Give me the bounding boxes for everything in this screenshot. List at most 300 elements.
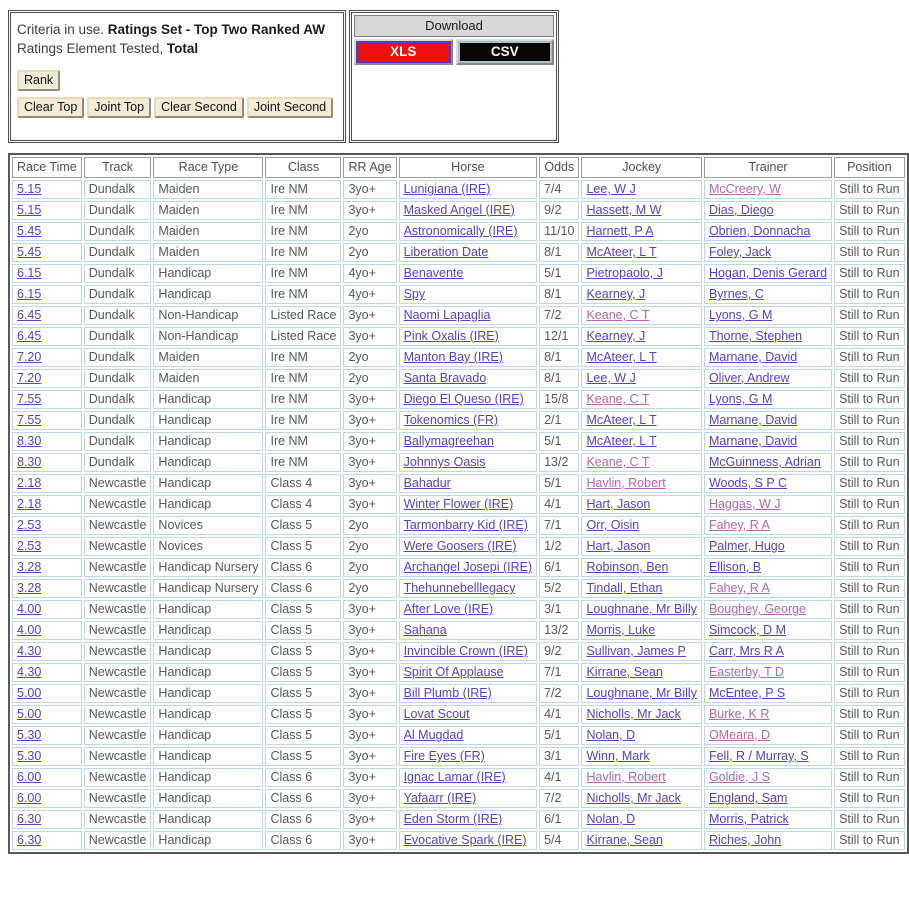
horse-link[interactable]: Fire Eyes (FR): [403, 749, 485, 763]
table-row: [12, 495, 905, 514]
trainer-link[interactable]: Oliver, Andrew: [708, 371, 790, 385]
horse-cell: [399, 285, 538, 304]
track-cell: Dundalk: [84, 369, 152, 388]
race-time-link[interactable]: 5.45: [17, 245, 42, 259]
trainer-link[interactable]: Carr, Mrs R A: [708, 644, 784, 658]
horse-link[interactable]: Evocative Spark (IRE): [403, 833, 527, 847]
trainer-link[interactable]: Palmer, Hugo: [708, 539, 785, 553]
class-cell: Listed Race: [265, 306, 341, 325]
race-type-cell: Handicap: [153, 285, 263, 304]
race-type-cell: Handicap: [153, 390, 263, 409]
class-cell: Ire NM: [265, 201, 341, 220]
position-cell: Still to Run: [834, 537, 904, 556]
position-cell: Still to Run: [834, 579, 904, 598]
horse-link[interactable]: Thehunnebelllegacy: [403, 581, 516, 595]
horse-link[interactable]: Yafaarr (IRE): [403, 791, 477, 805]
race-time-link[interactable]: 6.45: [17, 329, 42, 343]
horse-link[interactable]: Sahana: [403, 623, 447, 637]
trainer-link[interactable]: Byrnes, C: [708, 287, 764, 301]
jockey-link[interactable]: Morris, Luke: [586, 623, 656, 637]
trainer-link[interactable]: Burke, K R: [708, 707, 770, 721]
race-type-cell: Handicap: [153, 600, 263, 619]
track-cell: Dundalk: [84, 285, 152, 304]
trainer-link[interactable]: Fahey, R A: [708, 581, 770, 595]
horse-cell: [399, 222, 538, 241]
race-time-cell: [12, 810, 82, 829]
race-type-cell: Maiden: [153, 180, 263, 199]
position-cell: Still to Run: [834, 705, 904, 724]
horse-link[interactable]: Astronomically (IRE): [403, 224, 518, 238]
jockey-link[interactable]: Loughnane, Mr Billy: [586, 602, 697, 616]
track-cell: Newcastle: [84, 663, 152, 682]
position-cell: Still to Run: [834, 369, 904, 388]
race-time-cell: [12, 264, 82, 283]
race-type-cell: Handicap: [153, 642, 263, 661]
odds-cell: 11/10: [539, 222, 579, 241]
table-row: [12, 285, 905, 304]
race-time-cell: [12, 411, 82, 430]
trainer-link[interactable]: Easterby, T D: [708, 665, 784, 679]
trainer-link[interactable]: Woods, S P C: [708, 476, 787, 490]
race-time-link[interactable]: 6.30: [17, 812, 42, 826]
trainer-link[interactable]: Fahey, R A: [708, 518, 770, 532]
trainer-link[interactable]: Boughey, George: [708, 602, 807, 616]
jockey-link[interactable]: Hart, Jason: [586, 539, 651, 553]
header-position: Position: [834, 157, 904, 178]
horse-link[interactable]: Diego El Queso (IRE): [403, 392, 524, 406]
horse-link[interactable]: Tokenomics (FR): [403, 413, 499, 427]
race-time-link[interactable]: 6.15: [17, 287, 42, 301]
rr-age-cell: 3yo+: [343, 201, 396, 220]
race-time-link[interactable]: 4.30: [17, 644, 42, 658]
horse-cell: [399, 474, 538, 493]
track-cell: Newcastle: [84, 705, 152, 724]
track-cell: Newcastle: [84, 684, 152, 703]
horse-link[interactable]: Benavente: [403, 266, 464, 280]
horse-cell: [399, 663, 538, 682]
horse-cell: [399, 348, 538, 367]
horse-link[interactable]: Spy: [403, 287, 426, 301]
trainer-cell: [704, 222, 832, 241]
horse-link[interactable]: Pink Oxalis (IRE): [403, 329, 499, 343]
race-table-body: [12, 180, 905, 850]
trainer-link[interactable]: Thorne, Stephen: [708, 329, 803, 343]
rr-age-cell: 2yo: [343, 558, 396, 577]
odds-cell: 7/4: [539, 180, 579, 199]
horse-link[interactable]: Winter Flower (IRE): [403, 497, 514, 511]
jockey-link[interactable]: Loughnane, Mr Billy: [586, 686, 697, 700]
jockey-link[interactable]: McAteer, L T: [586, 434, 657, 448]
trainer-link[interactable]: Lyons, G M: [708, 308, 773, 322]
race-type-cell: Maiden: [153, 222, 263, 241]
race-time-link[interactable]: 3.28: [17, 560, 42, 574]
jockey-link[interactable]: Harnett, P A: [586, 224, 654, 238]
horse-link[interactable]: Naomi Lapaglia: [403, 308, 491, 322]
track-cell: Newcastle: [84, 558, 152, 577]
horse-link[interactable]: Lovat Scout: [403, 707, 470, 721]
download-panel: [349, 10, 559, 143]
table-row: [12, 600, 905, 619]
jockey-link[interactable]: Keane, C T: [586, 392, 650, 406]
header-horse: Horse: [399, 157, 538, 178]
class-cell: Class 5: [265, 726, 341, 745]
jockey-link[interactable]: Hart, Jason: [586, 497, 651, 511]
rank-button[interactable]: Rank: [17, 70, 60, 91]
position-cell: Still to Run: [834, 306, 904, 325]
download-panel-inner: [351, 12, 557, 141]
race-time-cell: [12, 831, 82, 850]
horse-link[interactable]: After Love (IRE): [403, 602, 494, 616]
race-time-link[interactable]: 2.53: [17, 539, 42, 553]
clear-second-button[interactable]: Clear Second: [154, 97, 244, 118]
odds-cell: 15/8: [539, 390, 579, 409]
race-type-cell: Maiden: [153, 201, 263, 220]
race-time-link[interactable]: 5.30: [17, 728, 42, 742]
class-cell: Class 4: [265, 495, 341, 514]
jockey-link[interactable]: McAteer, L T: [586, 350, 657, 364]
table-row: [12, 306, 905, 325]
race-type-cell: Non-Handicap: [153, 306, 263, 325]
track-cell: Dundalk: [84, 327, 152, 346]
race-time-link[interactable]: 5.30: [17, 749, 42, 763]
odds-cell: 4/1: [539, 495, 579, 514]
jockey-link[interactable]: Nolan, D: [586, 728, 636, 742]
trainer-link[interactable]: Goldie, J S: [708, 770, 771, 784]
clear-top-button[interactable]: Clear Top: [17, 97, 84, 118]
horse-cell: [399, 558, 538, 577]
jockey-link[interactable]: Kirrane, Sean: [586, 665, 663, 679]
trainer-cell: [704, 537, 832, 556]
odds-cell: 7/2: [539, 789, 579, 808]
jockey-link[interactable]: Lee, W J: [586, 182, 636, 196]
odds-cell: 5/1: [539, 432, 579, 451]
trainer-link[interactable]: Ellison, B: [708, 560, 762, 574]
horse-link[interactable]: Johnnys Oasis: [403, 455, 486, 469]
table-row: [12, 705, 905, 724]
trainer-link[interactable]: Lyons, G M: [708, 392, 773, 406]
position-cell: Still to Run: [834, 180, 904, 199]
race-time-link[interactable]: 4.00: [17, 602, 42, 616]
race-time-link[interactable]: 5.15: [17, 182, 42, 196]
horse-link[interactable]: Santa Bravado: [403, 371, 487, 385]
jockey-cell: [581, 663, 701, 682]
jockey-link[interactable]: Keane, C T: [586, 455, 650, 469]
jockey-cell: [581, 579, 701, 598]
jockey-cell: [581, 705, 701, 724]
table-row: [12, 180, 905, 199]
joint-top-button[interactable]: Joint Top: [87, 97, 151, 118]
horse-link[interactable]: Ballymagreehan: [403, 434, 494, 448]
trainer-link[interactable]: McGuinness, Adrian: [708, 455, 821, 469]
track-cell: Newcastle: [84, 747, 152, 766]
jockey-link[interactable]: Nicholls, Mr Jack: [586, 791, 681, 805]
race-time-cell: [12, 726, 82, 745]
trainer-cell: [704, 747, 832, 766]
race-time-cell: [12, 537, 82, 556]
trainer-link[interactable]: Riches, John: [708, 833, 782, 847]
horse-link[interactable]: Bill Plumb (IRE): [403, 686, 492, 700]
trainer-link[interactable]: McEntee, P S: [708, 686, 786, 700]
jockey-link[interactable]: Kearney, J: [586, 287, 646, 301]
jockey-link[interactable]: Tindall, Ethan: [586, 581, 663, 595]
rr-age-cell: 3yo+: [343, 180, 396, 199]
race-time-link[interactable]: 8.30: [17, 434, 42, 448]
horse-link[interactable]: Lunigiana (IRE): [403, 182, 491, 196]
horse-link[interactable]: Tarmonbarry Kid (IRE): [403, 518, 528, 532]
trainer-link[interactable]: Haggas, W J: [708, 497, 781, 511]
horse-link[interactable]: Masked Angel (IRE): [403, 203, 515, 217]
joint-second-button[interactable]: Joint Second: [247, 97, 333, 118]
track-cell: Dundalk: [84, 180, 152, 199]
trainer-link[interactable]: Marnane, David: [708, 350, 798, 364]
race-type-cell: Handicap: [153, 726, 263, 745]
jockey-link[interactable]: Lee, W J: [586, 371, 636, 385]
track-cell: Newcastle: [84, 768, 152, 787]
rr-age-cell: 3yo+: [343, 453, 396, 472]
horse-link[interactable]: Eden Storm (IRE): [403, 812, 503, 826]
table-row: [12, 810, 905, 829]
rr-age-cell: 3yo+: [343, 747, 396, 766]
race-time-link[interactable]: 5.15: [17, 203, 42, 217]
table-row: [12, 243, 905, 262]
race-type-cell: Handicap: [153, 411, 263, 430]
rr-age-cell: 2yo: [343, 537, 396, 556]
criteria-line2-label: Ratings Element Tested,: [17, 41, 167, 56]
race-type-cell: Handicap: [153, 831, 263, 850]
rr-age-cell: 3yo+: [343, 411, 396, 430]
horse-cell: [399, 705, 538, 724]
trainer-link[interactable]: Morris, Patrick: [708, 812, 789, 826]
jockey-link[interactable]: Hassett, M W: [586, 203, 662, 217]
odds-cell: 5/1: [539, 264, 579, 283]
jockey-link[interactable]: Keane, C T: [586, 308, 650, 322]
header-trainer: Trainer: [704, 157, 832, 178]
race-type-cell: Handicap: [153, 789, 263, 808]
race-time-link[interactable]: 5.45: [17, 224, 42, 238]
race-time-cell: [12, 705, 82, 724]
jockey-link[interactable]: Kearney, J: [586, 329, 646, 343]
odds-cell: 5/4: [539, 831, 579, 850]
jockey-link[interactable]: Havlin, Robert: [586, 476, 666, 490]
horse-cell: [399, 621, 538, 640]
jockey-link[interactable]: Kirrane, Sean: [586, 833, 663, 847]
race-time-link[interactable]: 2.18: [17, 497, 42, 511]
rr-age-cell: 2yo: [343, 516, 396, 535]
horse-link[interactable]: Bahadur: [403, 476, 451, 490]
race-time-link[interactable]: 7.55: [17, 413, 42, 427]
class-cell: Ire NM: [265, 432, 341, 451]
race-time-link[interactable]: 7.55: [17, 392, 42, 406]
race-type-cell: Handicap: [153, 264, 263, 283]
race-time-link[interactable]: 6.00: [17, 770, 42, 784]
jockey-cell: [581, 369, 701, 388]
rr-age-cell: 3yo+: [343, 390, 396, 409]
jockey-link[interactable]: Pietropaolo, J: [586, 266, 663, 280]
class-cell: Class 5: [265, 621, 341, 640]
jockey-link[interactable]: Nicholls, Mr Jack: [586, 707, 681, 721]
table-row: [12, 726, 905, 745]
download-title: Download: [354, 15, 554, 37]
race-time-cell: [12, 243, 82, 262]
race-time-link[interactable]: 7.20: [17, 350, 42, 364]
odds-cell: 5/2: [539, 579, 579, 598]
race-time-link[interactable]: 2.53: [17, 518, 42, 532]
track-cell: Newcastle: [84, 516, 152, 535]
horse-cell: [399, 684, 538, 703]
race-time-link[interactable]: 4.00: [17, 623, 42, 637]
jockey-link[interactable]: McAteer, L T: [586, 413, 657, 427]
criteria-ratings-set: Ratings Set - Top Two Ranked AW: [107, 22, 326, 37]
class-cell: Class 6: [265, 810, 341, 829]
odds-cell: 8/1: [539, 348, 579, 367]
table-row: [12, 768, 905, 787]
race-time-link[interactable]: 7.20: [17, 371, 42, 385]
race-time-link[interactable]: 6.30: [17, 833, 42, 847]
trainer-link[interactable]: Obrien, Donnacha: [708, 224, 811, 238]
horse-link[interactable]: Were Goosers (IRE): [403, 539, 517, 553]
race-time-cell: [12, 327, 82, 346]
download-csv-button[interactable]: CSV: [458, 41, 553, 63]
horse-cell: [399, 411, 538, 430]
position-cell: Still to Run: [834, 621, 904, 640]
class-cell: Class 5: [265, 537, 341, 556]
table-row: [12, 411, 905, 430]
trainer-link[interactable]: Foley, Jack: [708, 245, 772, 259]
race-time-link[interactable]: 5.00: [17, 686, 42, 700]
table-row: [12, 222, 905, 241]
track-cell: Newcastle: [84, 642, 152, 661]
table-row: [12, 264, 905, 283]
position-cell: Still to Run: [834, 642, 904, 661]
jockey-cell: [581, 537, 701, 556]
top-area: [8, 10, 820, 143]
horse-cell: [399, 810, 538, 829]
trainer-cell: [704, 264, 832, 283]
race-time-cell: [12, 621, 82, 640]
race-time-cell: [12, 684, 82, 703]
jockey-cell: [581, 621, 701, 640]
header-class: Class: [265, 157, 341, 178]
xls-cell: [354, 39, 453, 65]
trainer-link[interactable]: England, Sam: [708, 791, 788, 805]
table-row: [12, 642, 905, 661]
race-time-link[interactable]: 6.45: [17, 308, 42, 322]
jockey-cell: [581, 348, 701, 367]
horse-link[interactable]: Liberation Date: [403, 245, 489, 259]
race-time-cell: [12, 348, 82, 367]
race-time-cell: [12, 453, 82, 472]
jockey-link[interactable]: Winn, Mark: [586, 749, 650, 763]
race-time-link[interactable]: 6.15: [17, 266, 42, 280]
trainer-link[interactable]: McCreery, W: [708, 182, 781, 196]
class-cell: Ire NM: [265, 285, 341, 304]
class-cell: Class 5: [265, 516, 341, 535]
race-time-link[interactable]: 8.30: [17, 455, 42, 469]
header-track: Track: [84, 157, 152, 178]
jockey-link[interactable]: McAteer, L T: [586, 245, 657, 259]
table-row: [12, 663, 905, 682]
race-time-cell: [12, 285, 82, 304]
race-time-link[interactable]: 5.00: [17, 707, 42, 721]
trainer-cell: [704, 642, 832, 661]
race-time-cell: [12, 558, 82, 577]
jockey-link[interactable]: Sullivan, James P: [586, 644, 686, 658]
track-cell: Newcastle: [84, 579, 152, 598]
trainer-cell: [704, 600, 832, 619]
trainer-cell: [704, 789, 832, 808]
race-time-link[interactable]: 2.18: [17, 476, 42, 490]
race-time-cell: [12, 201, 82, 220]
horse-link[interactable]: Ignac Lamar (IRE): [403, 770, 506, 784]
jockey-link[interactable]: Havlin, Robert: [586, 770, 666, 784]
jockey-cell: [581, 306, 701, 325]
header-race-time: Race Time: [12, 157, 82, 178]
jockey-link[interactable]: Robinson, Ben: [586, 560, 669, 574]
class-cell: Class 6: [265, 558, 341, 577]
rr-age-cell: 2yo: [343, 222, 396, 241]
rr-age-cell: 3yo+: [343, 663, 396, 682]
rr-age-cell: 3yo+: [343, 621, 396, 640]
horse-cell: [399, 243, 538, 262]
track-cell: Dundalk: [84, 306, 152, 325]
race-type-cell: Handicap: [153, 621, 263, 640]
class-cell: Class 6: [265, 579, 341, 598]
horse-link[interactable]: Al Mugdad: [403, 728, 464, 742]
class-cell: Class 6: [265, 831, 341, 850]
jockey-cell: [581, 285, 701, 304]
trainer-link[interactable]: OMeara, D: [708, 728, 771, 742]
jockey-link[interactable]: Nolan, D: [586, 812, 636, 826]
jockey-cell: [581, 726, 701, 745]
trainer-link[interactable]: Fell, R / Murray, S: [708, 749, 809, 763]
odds-cell: 1/2: [539, 537, 579, 556]
race-time-cell: [12, 390, 82, 409]
trainer-link[interactable]: Hogan, Denis Gerard: [708, 266, 828, 280]
horse-cell: [399, 201, 538, 220]
class-cell: Class 5: [265, 684, 341, 703]
trainer-cell: [704, 663, 832, 682]
trainer-link[interactable]: Dias, Diego: [708, 203, 774, 217]
race-time-cell: [12, 474, 82, 493]
race-time-link[interactable]: 6.00: [17, 791, 42, 805]
horse-link[interactable]: Invincible Crown (IRE): [403, 644, 528, 658]
horse-cell: [399, 390, 538, 409]
race-type-cell: Handicap: [153, 810, 263, 829]
horse-link[interactable]: Manton Bay (IRE): [403, 350, 503, 364]
horse-cell: [399, 600, 538, 619]
horse-link[interactable]: Archangel Josepi (IRE): [403, 560, 533, 574]
trainer-link[interactable]: Marnane, David: [708, 413, 798, 427]
table-row: [12, 453, 905, 472]
horse-link[interactable]: Spirit Of Applause: [403, 665, 504, 679]
trainer-link[interactable]: Simcock, D M: [708, 623, 787, 637]
class-cell: Class 5: [265, 642, 341, 661]
rr-age-cell: 2yo: [343, 243, 396, 262]
table-row: [12, 474, 905, 493]
criteria-text: [17, 20, 337, 58]
track-cell: Newcastle: [84, 810, 152, 829]
jockey-link[interactable]: Orr, Oisin: [586, 518, 640, 532]
table-row: [12, 789, 905, 808]
trainer-link[interactable]: Marnane, David: [708, 434, 798, 448]
trainer-cell: [704, 768, 832, 787]
download-xls-button[interactable]: XLS: [356, 41, 451, 63]
race-time-link[interactable]: 3.28: [17, 581, 42, 595]
header-jockey: Jockey: [581, 157, 701, 178]
trainer-cell: [704, 495, 832, 514]
trainer-cell: [704, 432, 832, 451]
race-time-link[interactable]: 4.30: [17, 665, 42, 679]
